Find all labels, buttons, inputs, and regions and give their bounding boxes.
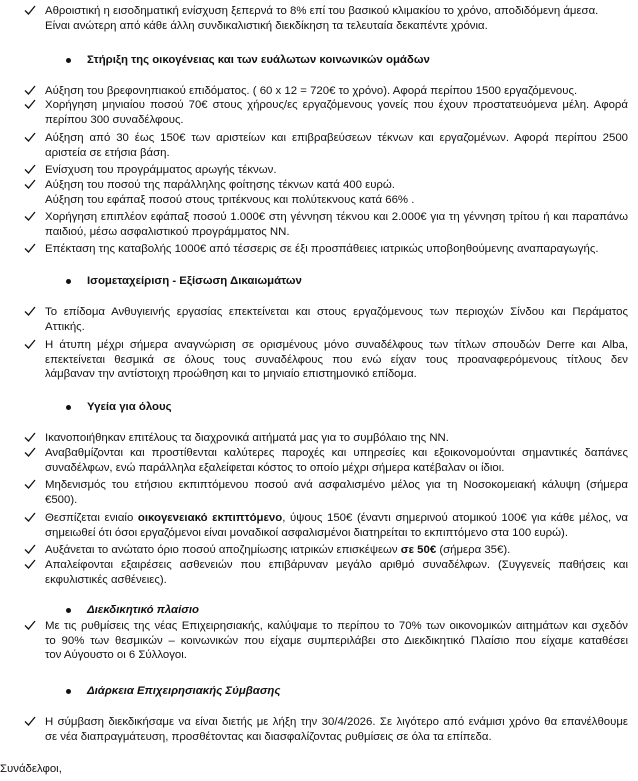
checkmark-icon — [24, 163, 38, 177]
checkmark-icon — [24, 511, 38, 525]
text-run-bold: οικογενειακό εκπιπτόμενο — [137, 512, 283, 524]
item-text: συναδέλφων, ενώ παράλληλα εξαλείφεται κόστος το οποίο μέχρι σήμερα κατέβαλαν οι ίδιοι. — [45, 461, 505, 474]
checkmark-icon — [24, 84, 38, 98]
checkmark-icon — [24, 210, 38, 224]
item-text: Η άτυπη μέχρι σήμερα αναγνώριση σε ορισμένους μόνο συναδέλφους των τίτλων σπουδών Derre και Alba, — [45, 339, 628, 351]
item-text: Χορήγηση μηνιαίου ποσού 70€ στους χήρους/ες εργαζόμενους γονείς που έχουν προστατευόμενα μέλη. Αφορά — [45, 99, 628, 111]
item-text — [45, 543, 628, 558]
item-text: Αύξηση του ποσού της παράλληλης φοίτησης τέκνων κατά 400 ευρώ. — [45, 179, 395, 191]
checkmark-icon — [24, 619, 38, 633]
item-text: Αναβαθμίζονται και προστίθενται καλύτερες παροχές και υπηρεσίες και εξοικονομούνται σημαντικές δαπάνες — [45, 447, 628, 459]
item-text: το 90% των θεσμικών – κοινωνικών που είχαμε συμπεριλάβει στο Διεκδικητικό Πλαίσιο που είχαμε καταθέσει — [45, 634, 628, 647]
item-text: Αύξηση του βρεφονηπιακού επιδόματος. ( 60 x 12 = 720€ το χρόνο). Αφορά περίπου 1500 εργαζόμενους. — [45, 85, 578, 97]
item-text: Ενίσχυση του προγράμματος αρωγής τέκνων. — [45, 164, 277, 176]
checkmark-icon — [24, 338, 38, 352]
item-text: Αθροιστική η εισοδηματική ενίσχυση ξεπερνά το 8% επί του βασικού κλιμακίου το χρόνο, αποδιδόμενη άμεσα. — [45, 5, 599, 17]
checkmark-icon — [24, 431, 38, 445]
checkmark-icon — [24, 305, 38, 319]
item-text: Με τις ρυθμίσεις της νέας Επιχειρησιακής, καλύψαμε το περίπου το 70% των οικονομικών αιτημάτων και σχεδόν — [45, 620, 628, 632]
item-text: Απαλείφονται εξαιρέσεις ασθενειών που επιβάρυναν μεγάλο αριθμό συναδέλφων. (Συγγενείς παθήσεις και — [45, 559, 628, 571]
checkmark-icon — [24, 446, 38, 460]
checkmark-icon — [24, 715, 38, 729]
item-text: Η σύμβαση διεκδικήσαμε να είναι διετής με λήξη την 30/4/2026. Σε λιγότερο από ενάμισι χρόνο θα επανέλθουμε — [45, 716, 628, 728]
checkmark-icon — [24, 98, 38, 112]
checkmark-icon — [24, 131, 38, 145]
item-text: τον Αύγουστο οι 6 Σύλλογοι. — [45, 649, 187, 662]
item-text: Το επίδομα Ανθυγιεινής εργασίας επεκτείνεται και στους εργαζόμενους των περιοχών Σίνδου και Περάματος — [45, 306, 628, 318]
closing-salutation: Συνάδελφοι, — [0, 763, 62, 775]
bullet-icon — [66, 58, 71, 63]
text-run: Θεσπίζεται ενιαίο — [45, 512, 138, 524]
checkmark-icon — [24, 242, 38, 256]
item-text: εκφυλιστικές ασθένειες). — [45, 573, 167, 586]
checkmark-icon — [24, 4, 38, 18]
item-text: λάμβαναν την αντίστοιχη προώθηση και το μηνιαίο επιστημονικό επίδομα. — [45, 368, 417, 381]
text-run: , ύψους 150€ (έναντι σημερινού ατομικού 100€ για κάθε μέλος, να — [282, 512, 628, 524]
item-text: Αττικής. — [45, 320, 85, 333]
item-text: Μηδενισμός του ετήσιου εκπιπτόμενου ποσού ανά ασφαλισμένο μέλος για τη Νοσοκομειακή κάλυψη (σήμερα — [45, 479, 628, 491]
item-text: επεκτείνεται θεσμικά σε όλους τους συναδέλφους που ενώ είχαν τους προαναφερόμενους τίτλους δεν — [45, 353, 628, 366]
bullet-icon — [66, 279, 71, 284]
checkmark-icon — [24, 543, 38, 557]
item-text — [45, 511, 628, 526]
item-text: Αύξηση από 30 έως 150€ των αριστείων και επιβραβεύσεων τέκνων και εργαζομένων. Αφορά περίπου 2500 — [45, 132, 628, 144]
text-run: (σήμερα 35€). — [436, 544, 511, 556]
item-text: αριστεία σε ετήσια βάση. — [45, 146, 170, 159]
item-text: παιδιού, μέσω ασφαλιστικού προγράμματος ΝΝ. — [45, 225, 290, 238]
item-text: Χορήγηση επιπλέον εφάπαξ ποσού 1.000€ στη γέννηση τέκνου και 2.000€ για τη γέννηση τρίτου ή και παραπάνω — [45, 211, 628, 223]
item-text: Ικανοποιήθηκαν επιτέλους τα διαχρονικά αιτήματά μας για το συμβόλαιο της ΝΝ. — [45, 432, 449, 444]
text-run-bold: σε 50€ — [400, 544, 437, 556]
checkmark-icon — [24, 478, 38, 492]
checkmark-icon — [24, 558, 38, 572]
item-text: περίπου 300 συναδέλφους. — [45, 113, 184, 126]
item-text: Επέκταση της καταβολής 1000€ από τέσσερις σε έξι προσπάθειες ιατρικώς υποβοηθούμενης αναπαραγωγής. — [45, 243, 599, 255]
text-run: Αυξάνεται το ανώτατο όριο ποσού αποζημίωσης ιατρικών επισκέψεων — [45, 544, 401, 556]
item-text: σημειωθεί ότι όσοι εργαζόμενοι είναι μοναδικοί ασφαλισμένοι διατηρείται το εκπιπτόμενο στα 100 ευρώ). — [45, 526, 568, 539]
document-page: Αθροιστική η εισοδηματική ενίσχυση ξεπερνά το 8% επί του βασικού κλιμακίου το χρόνο, αποδιδόμενη άμεσα. Είναι ανώτερη από κάθε άλλη συνδικαλιστική διεκδίκηση τα τελευταία δεκαπέντε χρόνια. Στήριξη της οικογένειας και των ευάλωτων κοινωνικών ομάδων Αύξηση του βρεφονηπιακού επιδόματος. ( 60 x 12 = 720€ το χρόνο). Αφορά περίπου 1500 εργαζόμενους. Χορήγηση μηνιαίου ποσού 70€ στους χήρους/ες εργαζόμενους γονείς που έχουν προστατευόμενα μέλη. Αφορά περίπου 300 συναδέλφους. Αύξηση από 30 έως 150€ των αριστείων και επιβραβεύσεων τέκνων και εργαζομένων. Αφορά περίπου 2500 αριστεία σε ετήσια βάση. Ενίσχυση του προγράμματος αρωγής τέκνων. Αύξηση του ποσού της παράλληλης φοίτησης τέκνων κατά 400 ευρώ. Αύξηση του εφάπαξ ποσού στους τριτέκνους και πολύτεκνους κατά 66% . Χορήγηση επιπλέον εφάπαξ ποσού 1.000€ στη γέννηση τέκνου και 2.000€ για τη γέννηση τρίτου ή και παραπάνω παιδιού, μέσω ασφαλιστικού προγράμματος ΝΝ. Επέκταση της καταβολής 1000€ από τέσσερις σε έξι προσπάθειες ιατρικώς υποβοηθούμενης αναπαραγωγής. Ισομεταχείριση - Εξίσωση Δικαιωμάτων Το επίδομα Ανθυγιεινής εργασίας επεκτείνεται και στους εργαζόμενους των περιοχών Σίνδου και Περάματος Αττικής. Η άτυπη μέχρι σήμερα αναγνώριση σε ορισμένους μόνο συναδέλφους των τίτλων σπουδών Derre και Alba, επεκτείνεται θεσμικά σε όλους τους συναδέλφους που ενώ είχαν τους προαναφερόμενους τίτλους δεν λάμβαναν την αντίστοιχη προώθηση και το μηνιαίο επιστημονικό επίδομα. Υγεία για όλους Ικανοποιήθηκαν επιτέλους τα διαχρονικά αιτήματά μας για το συμβόλαιο της ΝΝ. Αναβαθμίζονται και προστίθενται καλύτερες παροχές και υπηρεσίες και εξοικονομούνται σημαντικές δαπάνες συναδέλφων, ενώ παράλληλα εξαλείφεται κόστος το οποίο μέχρι σήμερα κατέβαλαν οι ίδιοι. Μηδενισμός του ετήσιου εκπιπτόμενου ποσού ανά ασφαλισμένο μέλος για τη Νοσοκομειακή κάλυψη (σήμερα €500). Θεσπίζεται ενιαίο οικογενειακό εκπιπτόμενο, ύψους 150€ (έναντι σημερινού ατομικού 100€ για κάθε μέλος, να σημειωθεί ότι όσοι εργαζόμενοι είναι μοναδικοί ασφαλισμένοι διατηρείται το εκπιπτόμενο στα 100 ευρώ). Αυξάνεται το ανώτατο όριο ποσού αποζημίωσης ιατρικών επισκέψεων σε 50€ (σήμερα 35€). Απαλείφονται εξαιρέσεις ασθενειών που επιβάρυναν μεγάλο αριθμό συναδέλφων. (Συγγενείς παθήσεις και εκφυλιστικές ασθένειες). Διεκδικητικό πλαίσιο Με τις ρυθμίσεις της νέας Επιχειρησιακής, καλύψαμε το περίπου το 70% των οικονομικών αιτημάτων και σχεδόν το 90% των θεσμικών – κοινωνικών που είχαμε συμπεριλάβει στο Διεκδικητικό Πλαίσιο που είχαμε καταθέσει τον Αύγουστο οι 6 Σύλλογοι. Διάρκεια Επιχειρησιακής Σύμβασης Η σύμβαση διεκδικήσαμε να είναι διετής με λήξη την 30/4/2026. Σε λιγότερο από ενάμισι χρόνο θα επανέλθουμε σε νέα διαπραγμάτευση, προσθέτοντας και διασφαλίζοντας ρυθμίσεις σε όλα τα επίπεδα. Συνάδελφοι, — [0, 5, 628, 775]
bullet-icon — [66, 689, 71, 694]
item-text: σε νέα διαπραγμάτευση, προσθέτοντας και διασφαλίζοντας ρυθμίσεις σε όλα τα επίπεδα. — [45, 730, 492, 743]
bullet-icon — [66, 608, 71, 613]
item-text: Αύξηση του εφάπαξ ποσού στους τριτέκνους και πολύτεκνους κατά 66% . — [45, 193, 415, 206]
bullet-icon — [66, 405, 71, 410]
item-text: Είναι ανώτερη από κάθε άλλη συνδικαλιστική διεκδίκηση τα τελευταία δεκαπέντε χρόνια. — [45, 19, 488, 32]
checkmark-icon — [24, 178, 38, 192]
item-text: €500). — [45, 493, 78, 506]
